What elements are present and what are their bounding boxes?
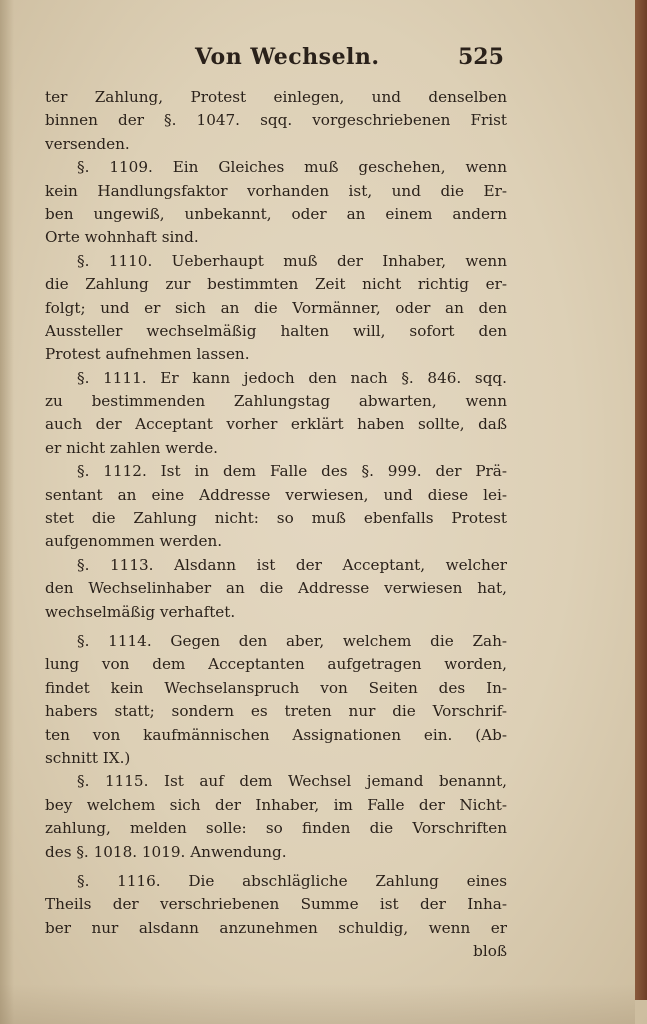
text-line: des §. 1018. 1019. Anwendung. — [45, 842, 287, 861]
text-line: lung von dem Acceptanten aufgetragen worden, — [45, 655, 507, 674]
text-line: stet die Zahlung nicht: so muß ebenfalls Protest — [45, 509, 507, 528]
text-line: die Zahlung zur bestimmten Zeit nicht richtig er- — [45, 275, 507, 294]
text-line: §. 1110. Ueberhaupt muß der Inhaber, wenn — [77, 251, 507, 270]
text-line: folgt; und er sich an die Vormänner, oder an den — [45, 298, 507, 317]
text-line: kein Handlungsfaktor vorhanden ist, und die Er- — [45, 181, 507, 200]
text-line: Theils der verschriebenen Summe ist der Inha- — [45, 895, 507, 914]
text-line: Protest aufnehmen lassen. — [45, 345, 250, 364]
text-line: §. 1109. Ein Gleiches muß geschehen, wenn — [77, 158, 507, 177]
text-line: ber nur alsdann anzunehmen schuldig, wenn er — [45, 918, 507, 937]
body-text — [45, 86, 507, 963]
text-line: Aussteller wechselmäßig halten will, sofort den — [45, 321, 507, 340]
text-line: den Wechselinhaber an die Addresse verwiesen hat, — [45, 579, 507, 598]
catchword: bloß — [473, 942, 507, 961]
page-edge — [635, 0, 647, 1000]
text-line: findet kein Wechselanspruch von Seiten des In- — [45, 678, 507, 697]
text-line: §. 1113. Alsdann ist der Acceptant, welcher — [77, 555, 507, 574]
binding-shadow — [0, 0, 14, 1024]
text-line: wechselmäßig verhaftet. — [45, 602, 236, 621]
text-line: zahlung, melden solle: so finden die Vorschriften — [45, 819, 507, 838]
page-number: 525 — [458, 44, 504, 70]
text-line: ten von kaufmännischen Assignationen ein. (Ab- — [45, 725, 507, 744]
text-line: Orte wohnhaft sind. — [45, 228, 199, 247]
text-line: §. 1111. Er kann jedoch den nach §. 846. sqq. — [77, 368, 507, 387]
text-line: bey welchem sich der Inhaber, im Falle der Nicht- — [45, 795, 507, 814]
page-shade — [0, 984, 635, 1024]
text-line: auch der Acceptant vorher erklärt haben sollte, daß — [45, 415, 507, 434]
running-head: Von Wechseln. — [195, 44, 380, 70]
text-line: schnitt IX.) — [45, 748, 131, 767]
text-line: §. 1112. Ist in dem Falle des §. 999. der Prä- — [77, 462, 507, 481]
text-line: sentant an eine Addresse verwiesen, und diese lei- — [45, 485, 507, 504]
text-line: §. 1116. Die abschlägliche Zahlung eines — [77, 871, 507, 890]
text-line: ben ungewiß, unbekannt, oder an einem andern — [45, 204, 507, 223]
text-line: zu bestimmenden Zahlungstag abwarten, wenn — [45, 392, 507, 411]
text-line: §. 1114. Gegen den aber, welchem die Zah- — [77, 631, 507, 650]
text-line: versenden. — [45, 134, 130, 153]
text-line: ter Zahlung, Protest einlegen, und denselben — [45, 88, 507, 106]
text-line: habers statt; sondern es treten nur die Vorschrif- — [45, 702, 507, 721]
text-line: binnen der §. 1047. sqq. vorgeschriebenen Frist — [45, 111, 507, 130]
text-line: §. 1115. Ist auf dem Wechsel jemand benannt, — [77, 772, 507, 791]
text-line: er nicht zahlen werde. — [45, 438, 219, 457]
text-line: aufgenommen werden. — [45, 532, 223, 551]
